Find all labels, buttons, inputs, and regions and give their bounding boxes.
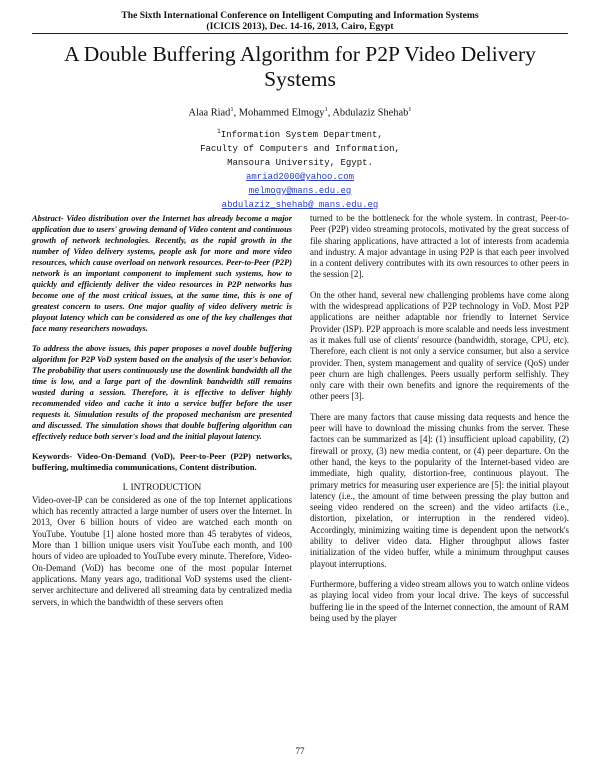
right-column bbox=[310, 213, 569, 633]
author-affil-mark: 1 bbox=[408, 106, 412, 113]
body-paragraph: turned to be the bottleneck for the whole system. In contrast, Peer-to-Peer (P2P) video streaming protocols, motivated by the great success of file sharing applications, have attracted a lot of interests from academia and industry. A major advantage in using P2P is that each peer involved in a content delivery contributes with its own resources to other peers in the session [2]. bbox=[310, 213, 569, 280]
body-paragraph: There are many factors that cause missing data requests and hence the peer will have to download the missing chunks from the server. These factors can be summarized as [4]: (1) insufficient upload capability, (2) firewall or proxy, (3) new media content, or (4) peer departure. On the other hand, the keys to the popularity of the Internet-based video are immediate, high quality, distortion-free, continuous playout. The primary metrics for measuring user experience are [5]: the initial playout latency (i.e., the amount of time between pressing the play button and seeing video rendered on the screen) and the video artifacts (i.e., distortion, pixelation, or interruption in the rendered video). Accordingly, minimizing waiting time is dependent upon the network's ability to deliver video data. Higher throughput allows faster initialization of the video buffer, while a minimum throughput causes playout interruptions. bbox=[310, 411, 569, 569]
author-affil-mark: 1 bbox=[230, 106, 234, 113]
paper-title: A Double Buffering Algorithm for P2P Video Delivery Systems bbox=[64, 42, 536, 91]
section-heading-introduction: I. INTRODUCTION bbox=[122, 482, 202, 493]
email-link[interactable]: abdulaziz_shehab@ mans.edu.eg bbox=[221, 200, 379, 210]
abstract-paragraph: To address the above issues, this paper proposes a novel double buffering algorithm for P2P VoD system based on the analysis of the user's behavior. The probability that users continuously use the downlink bandwidth all the time is low, and a large part of the downlink bandwidth still remains wasted during a session. Therefore, it is effective to deliver highly recommended video and cache it into a service buffer before the user requests it. Simulation results of the proposed mechanism are presented and discussed. The simulation shows that double buffering algorithm can effectively reduce both server's load and the initial playout latency. bbox=[32, 344, 292, 441]
affiliation-department: Information System Department, bbox=[220, 130, 383, 140]
author-name: Mohammed Elmogy bbox=[238, 107, 325, 119]
affiliation-faculty: Faculty of Computers and Information, bbox=[200, 144, 400, 154]
abstract-paragraph: Abstract- Video distribution over the Internet has already become a major application due to users' growing demand of Video content and continuous growth of network technologies. Recently, as the rapid growth in the number of Video delivery systems, people ask for more and more video resources, which cause overload on network resources. Peer-to-Peer (P2P) network is an important component to implement such systems, how to quickly and efficiently deliver the video resources in P2P networks has become one of the most critical issues, at the same time, this is one of greatest concern to users. One major quality of video delivery metric is playout latency which can be considered as one of the key challenges that face many researchers nowadays. bbox=[32, 214, 292, 333]
conference-header-line1: The Sixth International Conference on Intelligent Computing and Information Systems bbox=[121, 10, 479, 21]
affiliation-university: Mansoura University, Egypt. bbox=[227, 158, 373, 168]
affiliation-mark: 1 bbox=[217, 128, 221, 135]
author-name: Abdulaziz Shehab bbox=[332, 107, 409, 119]
author-list: Alaa Riad$^1$, Mohammed Elmogy$^1$, Abdulaziz Shehab$^1$ bbox=[188, 106, 412, 119]
left-column bbox=[32, 213, 292, 617]
keywords: Keywords- Video-On-Demand (VoD), Peer-to-Peer (P2P) networks, buffering, multimedia communications, Content distribution. bbox=[32, 451, 292, 473]
body-paragraph: On the other hand, several new challenging problems have come along with the widespread applications of P2P technology in VoD. Most P2P applications are neither adaptable nor friendly to Internet Service Provider (ISP). P2P approach is more scalable and needs less investment as it makes full use of clients' resource (bandwidth, storage, CPU, etc). Therefore, each client is not only a service consumer, but also a service provider. Then, system management and quality of service (QoS) under peer churn are high challenges. Peers usually perform selfishly. They only care with their own benefits and ignore the requirements of the other peers [3]. bbox=[310, 289, 569, 402]
body-paragraph: Video-over-IP can be considered as one of the top Internet applications which has recently attracted a large number of users over the Internet. In 2013, Over 6 billion hours of video are watched each month on YouTube. Youtube [1] alone hosted more than 45 terabytes of videos, More than 1 billion unique users visit YouTube each month, and 100 hours of video are uploaded to YouTube every minute. Therefore, Video-On-Demand (VoD) has become one of the most popular Internet applications. Many years ago, traditional VoD systems used the client-server architecture and delivered all streaming data by centralized media servers, in which the bandwidth of these servers often bbox=[32, 494, 292, 607]
affiliation-block bbox=[0, 125, 600, 212]
author-name: Alaa Riad bbox=[188, 107, 231, 119]
conference-header-line2: (ICICIS 2013), Dec. 14-16, 2013, Cairo, Egypt bbox=[206, 21, 394, 32]
header-rule bbox=[32, 33, 568, 34]
page-number: 77 bbox=[295, 746, 305, 756]
affiliation-line bbox=[0, 125, 600, 142]
email-link[interactable]: amriad2000@yahoo.com bbox=[245, 172, 355, 182]
body-paragraph: Furthermore, buffering a video stream allows you to watch online videos as playing local video from your local drive. The keys of successful buffering lie in the speed of the Internet connection, the amount of RAM being used by the player bbox=[310, 578, 569, 623]
author-affil-mark: 1 bbox=[324, 106, 328, 113]
email-link[interactable]: melmogy@mans.edu.eg bbox=[248, 186, 352, 196]
